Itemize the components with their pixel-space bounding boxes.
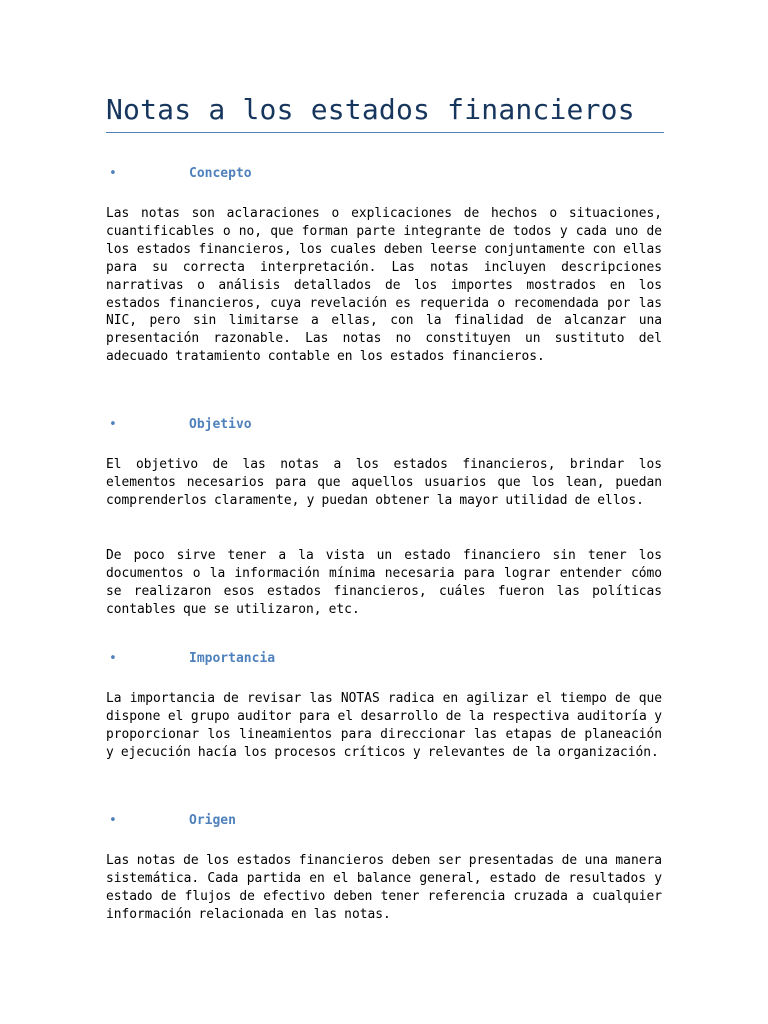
- section-heading-label: Importancia: [189, 651, 276, 666]
- bullet-icon: •: [109, 651, 117, 666]
- section-paragraph: La importancia de revisar las NOTAS radica en agilizar el tiempo de que dispone el grupo auditor para el desarrollo de la respectiva auditoría y proporcionar los lineamientos para direccionar las etapas de planeación y ejecución hacía los procesos críticos y relevantes de la organización.: [106, 691, 662, 760]
- title-underline: [106, 132, 664, 133]
- bullet-icon: •: [109, 417, 117, 432]
- section-paragraph: Las notas de los estados financieros deben ser presentadas de una manera sistemática. Cada partida en el balance general, estado de resultados y estado de flujos de efectivo deben tener referencia cruzada a cualquier información relacionada en las notas.: [106, 853, 662, 922]
- section-heading-concepto: [106, 165, 664, 183]
- section-paragraph: Las notas son aclaraciones o explicaciones de hechos o situaciones, cuantificables o no, que forman parte integrante de todos y cada uno de los estados financieros, los cuales deben leerse conjuntamente con ellas para su correcta interpretación. Las notas incluyen descripciones narrativas o análisis detallados de los importes mostrados en los estados financieros, cuya revelación es requerida o recomendada por las NIC, pero sin limitarse a ellas, con la finalidad de alcanzar una presentación razonable. Las notas no constituyen un sustituto del adecuado tratamiento contable en los estados financieros.: [106, 206, 662, 365]
- section-heading-label: Concepto: [189, 166, 252, 181]
- section-paragraph: El objetivo de las notas a los estados financieros, brindar los elementos necesarios para que aquellos usuarios que los lean, puedan comprenderlos claramente, y puedan obtener la mayor utilidad de ellos.: [106, 457, 662, 508]
- section-heading-origen: [106, 812, 664, 830]
- page-title: Notas a los estados financieros: [106, 93, 635, 126]
- section-heading-label: Objetivo: [189, 417, 252, 432]
- section-heading-objetivo: [106, 416, 664, 434]
- bullet-icon: •: [109, 166, 117, 181]
- bullet-icon: •: [109, 813, 117, 828]
- section-paragraph: De poco sirve tener a la vista un estado financiero sin tener los documentos o la información mínima necesaria para lograr entender cómo se realizaron esos estados financieros, cuáles fueron las políticas contables que se utilizaron, etc.: [106, 548, 662, 617]
- section-heading-importancia: [106, 650, 664, 668]
- section-heading-label: Origen: [189, 813, 236, 828]
